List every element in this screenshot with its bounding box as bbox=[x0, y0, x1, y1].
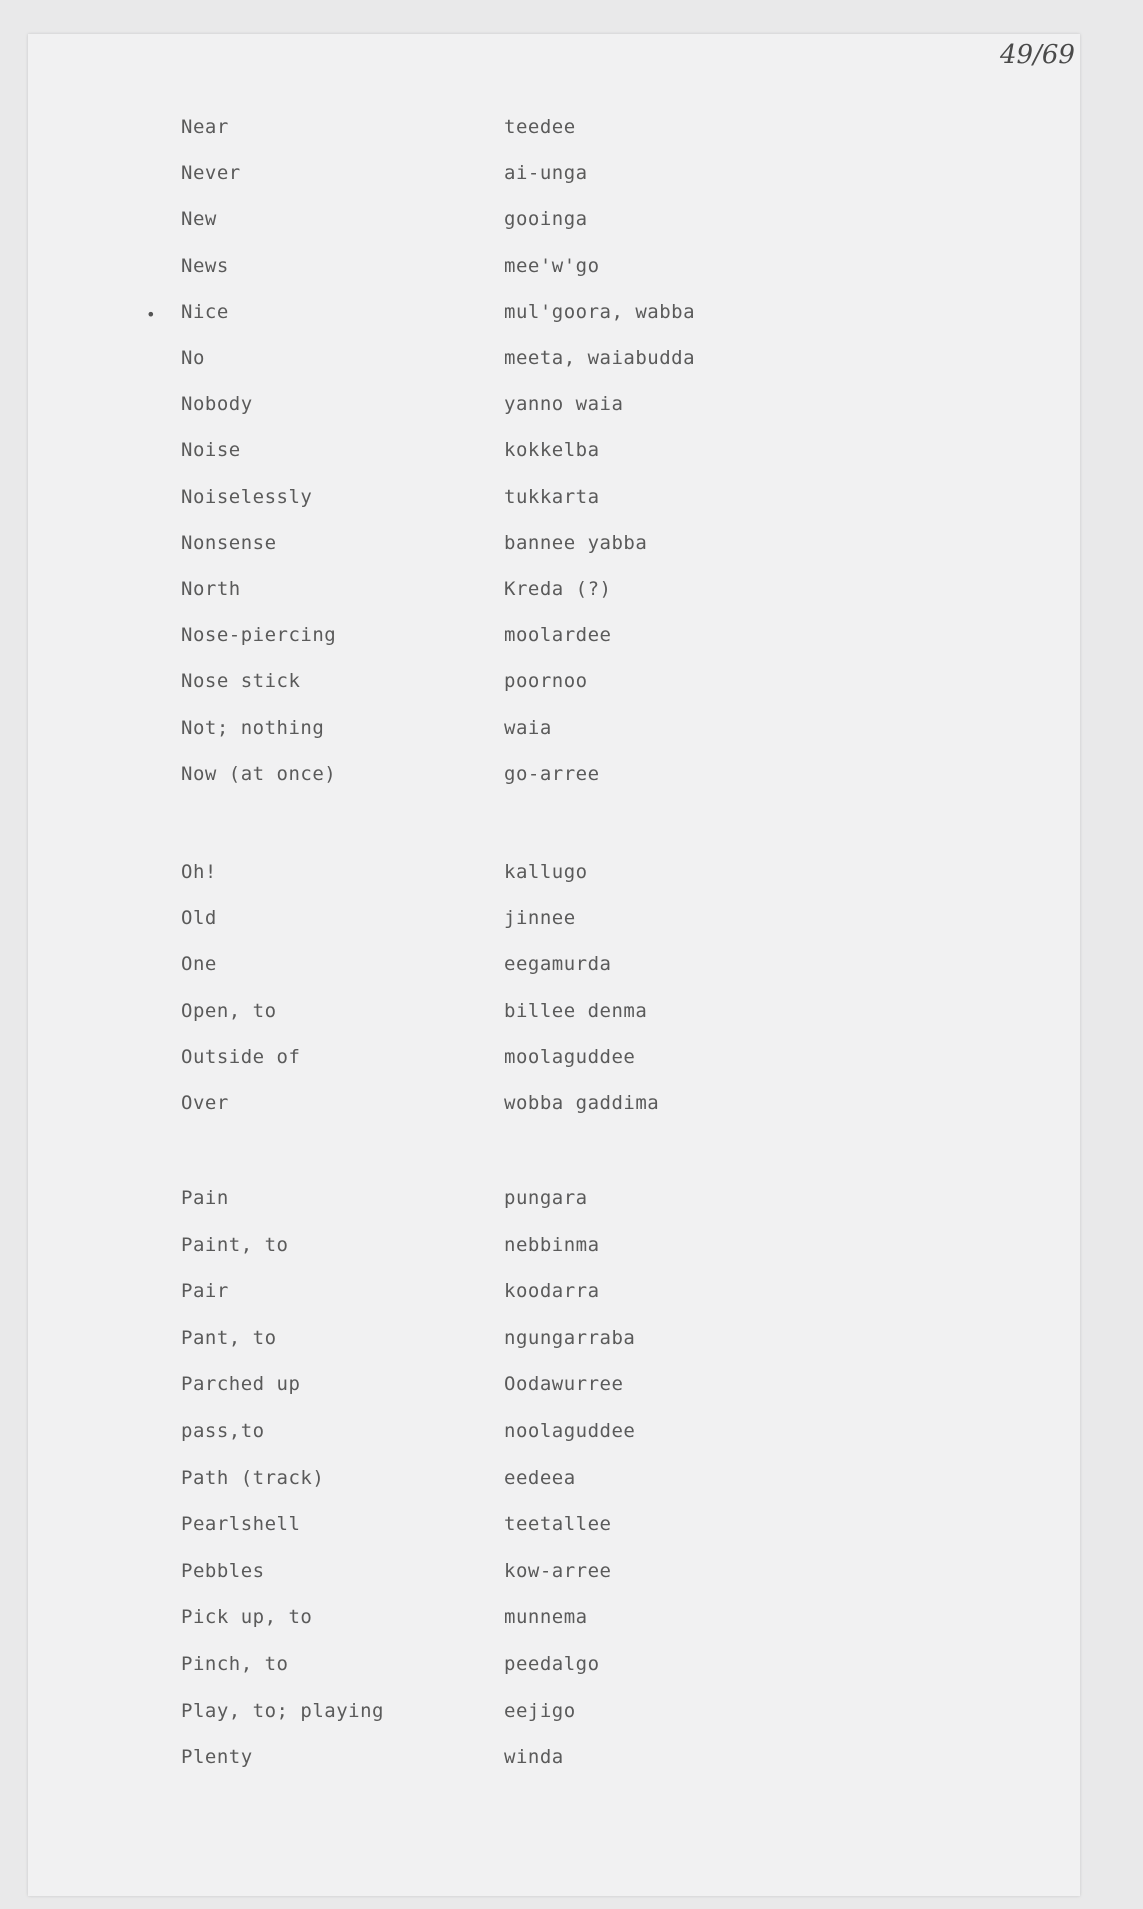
english-term: Now (at once) bbox=[181, 762, 337, 785]
native-gloss: tukkarta bbox=[504, 485, 600, 508]
english-term: News bbox=[181, 254, 229, 277]
native-gloss: Kreda (?) bbox=[504, 578, 612, 600]
english-term: Nobody bbox=[181, 393, 253, 416]
english-term: Parched up bbox=[181, 1373, 301, 1396]
english-term: Noiselessly bbox=[181, 485, 313, 508]
native-gloss: Oodawurree bbox=[504, 1373, 624, 1396]
english-term: Nose stick bbox=[181, 670, 301, 693]
english-term: New bbox=[181, 208, 217, 231]
english-term: North bbox=[181, 578, 241, 600]
native-gloss: winda bbox=[504, 1746, 564, 1769]
native-gloss: eedeea bbox=[504, 1466, 576, 1489]
native-gloss: kallugo bbox=[504, 861, 588, 883]
english-term: Pair bbox=[181, 1280, 229, 1303]
native-gloss: teedee bbox=[504, 116, 576, 138]
native-gloss: teetallee bbox=[504, 1513, 612, 1536]
native-gloss: jinnee bbox=[504, 907, 576, 930]
native-gloss: billee denma bbox=[504, 999, 648, 1022]
english-term: Plenty bbox=[181, 1746, 253, 1769]
english-term: Not; nothing bbox=[181, 716, 325, 739]
native-gloss: moolaguddee bbox=[504, 1045, 636, 1068]
english-term: Oh! bbox=[181, 861, 217, 883]
english-term: Pain bbox=[181, 1187, 229, 1209]
native-gloss: moolardee bbox=[504, 624, 612, 647]
english-term: Noise bbox=[181, 439, 241, 462]
english-term: Pant, to bbox=[181, 1326, 277, 1349]
english-term: Open, to bbox=[181, 999, 277, 1022]
native-gloss: noolaguddee bbox=[504, 1420, 636, 1442]
english-term: Near bbox=[181, 116, 229, 138]
native-gloss: bannee yabba bbox=[504, 531, 648, 554]
english-term: Pick up, to bbox=[181, 1606, 313, 1629]
english-term: Outside of bbox=[181, 1045, 301, 1068]
native-gloss: yanno waia bbox=[504, 393, 624, 416]
english-term: Pebbles bbox=[181, 1559, 265, 1582]
english-term: pass,to bbox=[181, 1420, 265, 1442]
english-term: Play, to; playing bbox=[181, 1699, 384, 1722]
native-gloss: meeta, waiabudda bbox=[504, 347, 696, 369]
native-gloss: kow-arree bbox=[504, 1559, 612, 1582]
native-gloss: eejigo bbox=[504, 1699, 576, 1722]
native-gloss: poornoo bbox=[504, 670, 588, 693]
english-term: Paint, to bbox=[181, 1233, 289, 1256]
english-term: Over bbox=[181, 1092, 229, 1114]
native-gloss: mul'goora, wabba bbox=[504, 300, 696, 323]
native-gloss: munnema bbox=[504, 1606, 588, 1629]
english-term: Nose-piercing bbox=[181, 624, 337, 647]
native-gloss: gooinga bbox=[504, 208, 588, 231]
margin-mark: • bbox=[146, 305, 156, 324]
native-gloss: wobba gaddima bbox=[504, 1092, 660, 1114]
english-term: Pearlshell bbox=[181, 1513, 301, 1536]
english-term: Nonsense bbox=[181, 531, 277, 554]
english-term: No bbox=[181, 347, 205, 369]
native-gloss: mee'w'go bbox=[504, 254, 600, 277]
native-gloss: nebbinma bbox=[504, 1233, 600, 1256]
english-term: Pinch, to bbox=[181, 1653, 289, 1675]
english-term: Nice bbox=[181, 300, 229, 323]
english-term: One bbox=[181, 953, 217, 976]
english-term: Path (track) bbox=[181, 1466, 325, 1489]
native-gloss: koodarra bbox=[504, 1280, 600, 1303]
native-gloss: pungara bbox=[504, 1187, 588, 1209]
native-gloss: ai-unga bbox=[504, 162, 588, 185]
english-term: Old bbox=[181, 907, 217, 930]
native-gloss: eegamurda bbox=[504, 953, 612, 976]
native-gloss: go-arree bbox=[504, 762, 600, 785]
native-gloss: peedalgo bbox=[504, 1653, 600, 1675]
native-gloss: waia bbox=[504, 716, 552, 739]
native-gloss: kokkelba bbox=[504, 439, 600, 462]
native-gloss: ngungarraba bbox=[504, 1326, 636, 1349]
english-term: Never bbox=[181, 162, 241, 185]
page-number: 49/69 bbox=[1000, 40, 1075, 70]
